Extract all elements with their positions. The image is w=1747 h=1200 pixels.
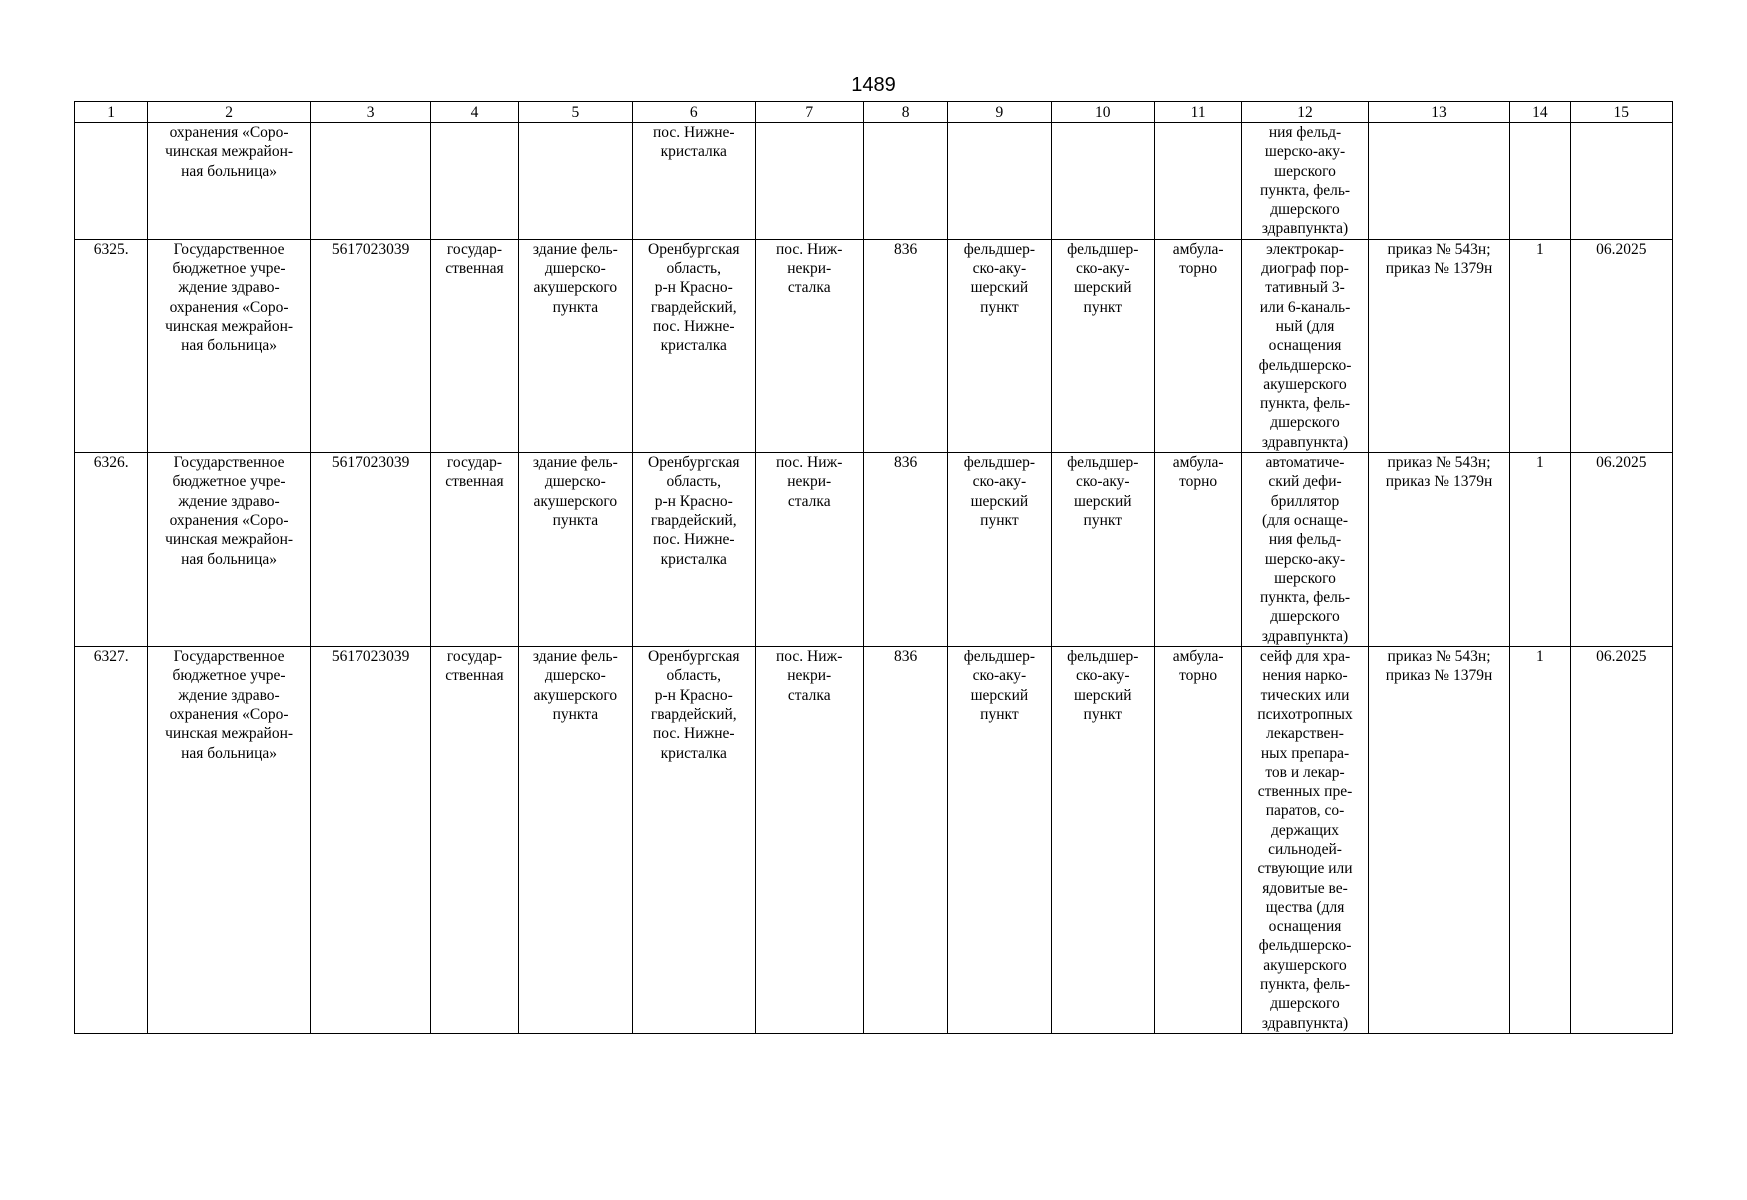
column-header: 11 [1154,102,1241,123]
cell-address: пос. Нижне- кристалка [633,123,755,240]
cell-order: приказ № 543н; приказ № 1379н [1368,647,1510,1034]
cell-ownership: государ- ственная [431,647,518,1034]
cell-equipment: сейф для хра- нения нарко- тических или психотропных лекарствен- ных препара- тов и лекар- ственных пре- паратов, со- держащих сильнодей- ствующие или ядовитые ве- щества (для оснащения фельдшерско- акушерского пункта, фель- дшерского здравпункта) [1242,647,1368,1034]
cell-date: 06.2025 [1570,453,1673,647]
cell-date: 06.2025 [1570,239,1673,452]
cell-code: 836 [863,453,947,647]
cell-organization: Государственное бюджетное учре- ждение здраво- охранения «Соро- чинская межрайон- ная больница» [148,239,311,452]
cell-address: Оренбургская область, р-н Красно- гвардейский, пос. Нижне- кристалка [633,239,755,452]
cell-inn: 5617023039 [310,453,430,647]
cell-unit-type: фельдшер- ско-аку- шерский пункт [1051,453,1154,647]
column-header: 8 [863,102,947,123]
cell-unit-type: фельдшер- ско-аку- шерский пункт [1051,239,1154,452]
cell-quantity: 1 [1510,453,1570,647]
register-table [74,101,1673,1034]
cell-date: 06.2025 [1570,647,1673,1034]
column-header: 14 [1510,102,1570,123]
cell-equipment: электрокар- диограф пор- тативный 3- или 6-каналь- ный (для оснащения фельдшерско- акушерского пункта, фель- дшерского здравпункта) [1242,239,1368,452]
cell-quantity: 1 [1510,647,1570,1034]
cell-care-condition: амбула- торно [1154,453,1241,647]
cell-ownership [431,123,518,240]
table-row [75,239,1673,452]
column-header: 10 [1051,102,1154,123]
table-row-continued [75,123,1673,240]
cell-order [1368,123,1510,240]
cell-number: 6325. [75,239,148,452]
cell-quantity: 1 [1510,239,1570,452]
cell-care-condition: амбула- торно [1154,647,1241,1034]
cell-address: Оренбургская область, р-н Красно- гвардейский, пос. Нижне- кристалка [633,453,755,647]
column-header: 6 [633,102,755,123]
cell-code: 836 [863,647,947,1034]
column-header: 3 [310,102,430,123]
page-number: 1489 [851,74,896,96]
cell-number [75,123,148,240]
cell-building: здание фель- дшерско- акушерского пункта [518,239,632,452]
cell-ownership: государ- ственная [431,239,518,452]
cell-settlement: пос. Ниж- некри- сталка [755,453,863,647]
cell-quantity [1510,123,1570,240]
cell-organization: Государственное бюджетное учре- ждение здраво- охранения «Соро- чинская межрайон- ная больница» [148,647,311,1034]
cell-equipment: автоматиче- ский дефи- бриллятор (для оснаще- ния фельд- шерско-аку- шерского пункта, фель- дшерского здравпункта) [1242,453,1368,647]
cell-number: 6326. [75,453,148,647]
column-header: 1 [75,102,148,123]
column-header: 13 [1368,102,1510,123]
cell-building: здание фель- дшерско- акушерского пункта [518,453,632,647]
column-header: 7 [755,102,863,123]
cell-facility-type [948,123,1051,240]
cell-inn: 5617023039 [310,647,430,1034]
cell-order: приказ № 543н; приказ № 1379н [1368,239,1510,452]
cell-care-condition: амбула- торно [1154,239,1241,452]
cell-settlement: пос. Ниж- некри- сталка [755,239,863,452]
column-header: 15 [1570,102,1673,123]
cell-order: приказ № 543н; приказ № 1379н [1368,453,1510,647]
cell-code [863,123,947,240]
cell-inn: 5617023039 [310,239,430,452]
cell-facility-type: фельдшер- ско-аку- шерский пункт [948,239,1051,452]
cell-settlement [755,123,863,240]
cell-care-condition [1154,123,1241,240]
cell-settlement: пос. Ниж- некри- сталка [755,647,863,1034]
column-header: 12 [1242,102,1368,123]
table-row [75,647,1673,1034]
column-header: 5 [518,102,632,123]
column-number-row [75,102,1673,123]
cell-ownership: государ- ственная [431,453,518,647]
column-header: 9 [948,102,1051,123]
cell-code: 836 [863,239,947,452]
cell-address: Оренбургская область, р-н Красно- гвардейский, пос. Нижне- кристалка [633,647,755,1034]
cell-building: здание фель- дшерско- акушерского пункта [518,647,632,1034]
column-header: 4 [431,102,518,123]
cell-organization: Государственное бюджетное учре- ждение здраво- охранения «Соро- чинская межрайон- ная больница» [148,453,311,647]
cell-building [518,123,632,240]
table-row [75,453,1673,647]
column-header: 2 [148,102,311,123]
cell-equipment: ния фельд- шерско-аку- шерского пункта, фель- дшерского здравпункта) [1242,123,1368,240]
cell-organization: охранения «Соро- чинская межрайон- ная больница» [148,123,311,240]
cell-facility-type: фельдшер- ско-аку- шерский пункт [948,647,1051,1034]
cell-date [1570,123,1673,240]
cell-facility-type: фельдшер- ско-аку- шерский пункт [948,453,1051,647]
cell-unit-type [1051,123,1154,240]
cell-inn [310,123,430,240]
cell-unit-type: фельдшер- ско-аку- шерский пункт [1051,647,1154,1034]
cell-number: 6327. [75,647,148,1034]
